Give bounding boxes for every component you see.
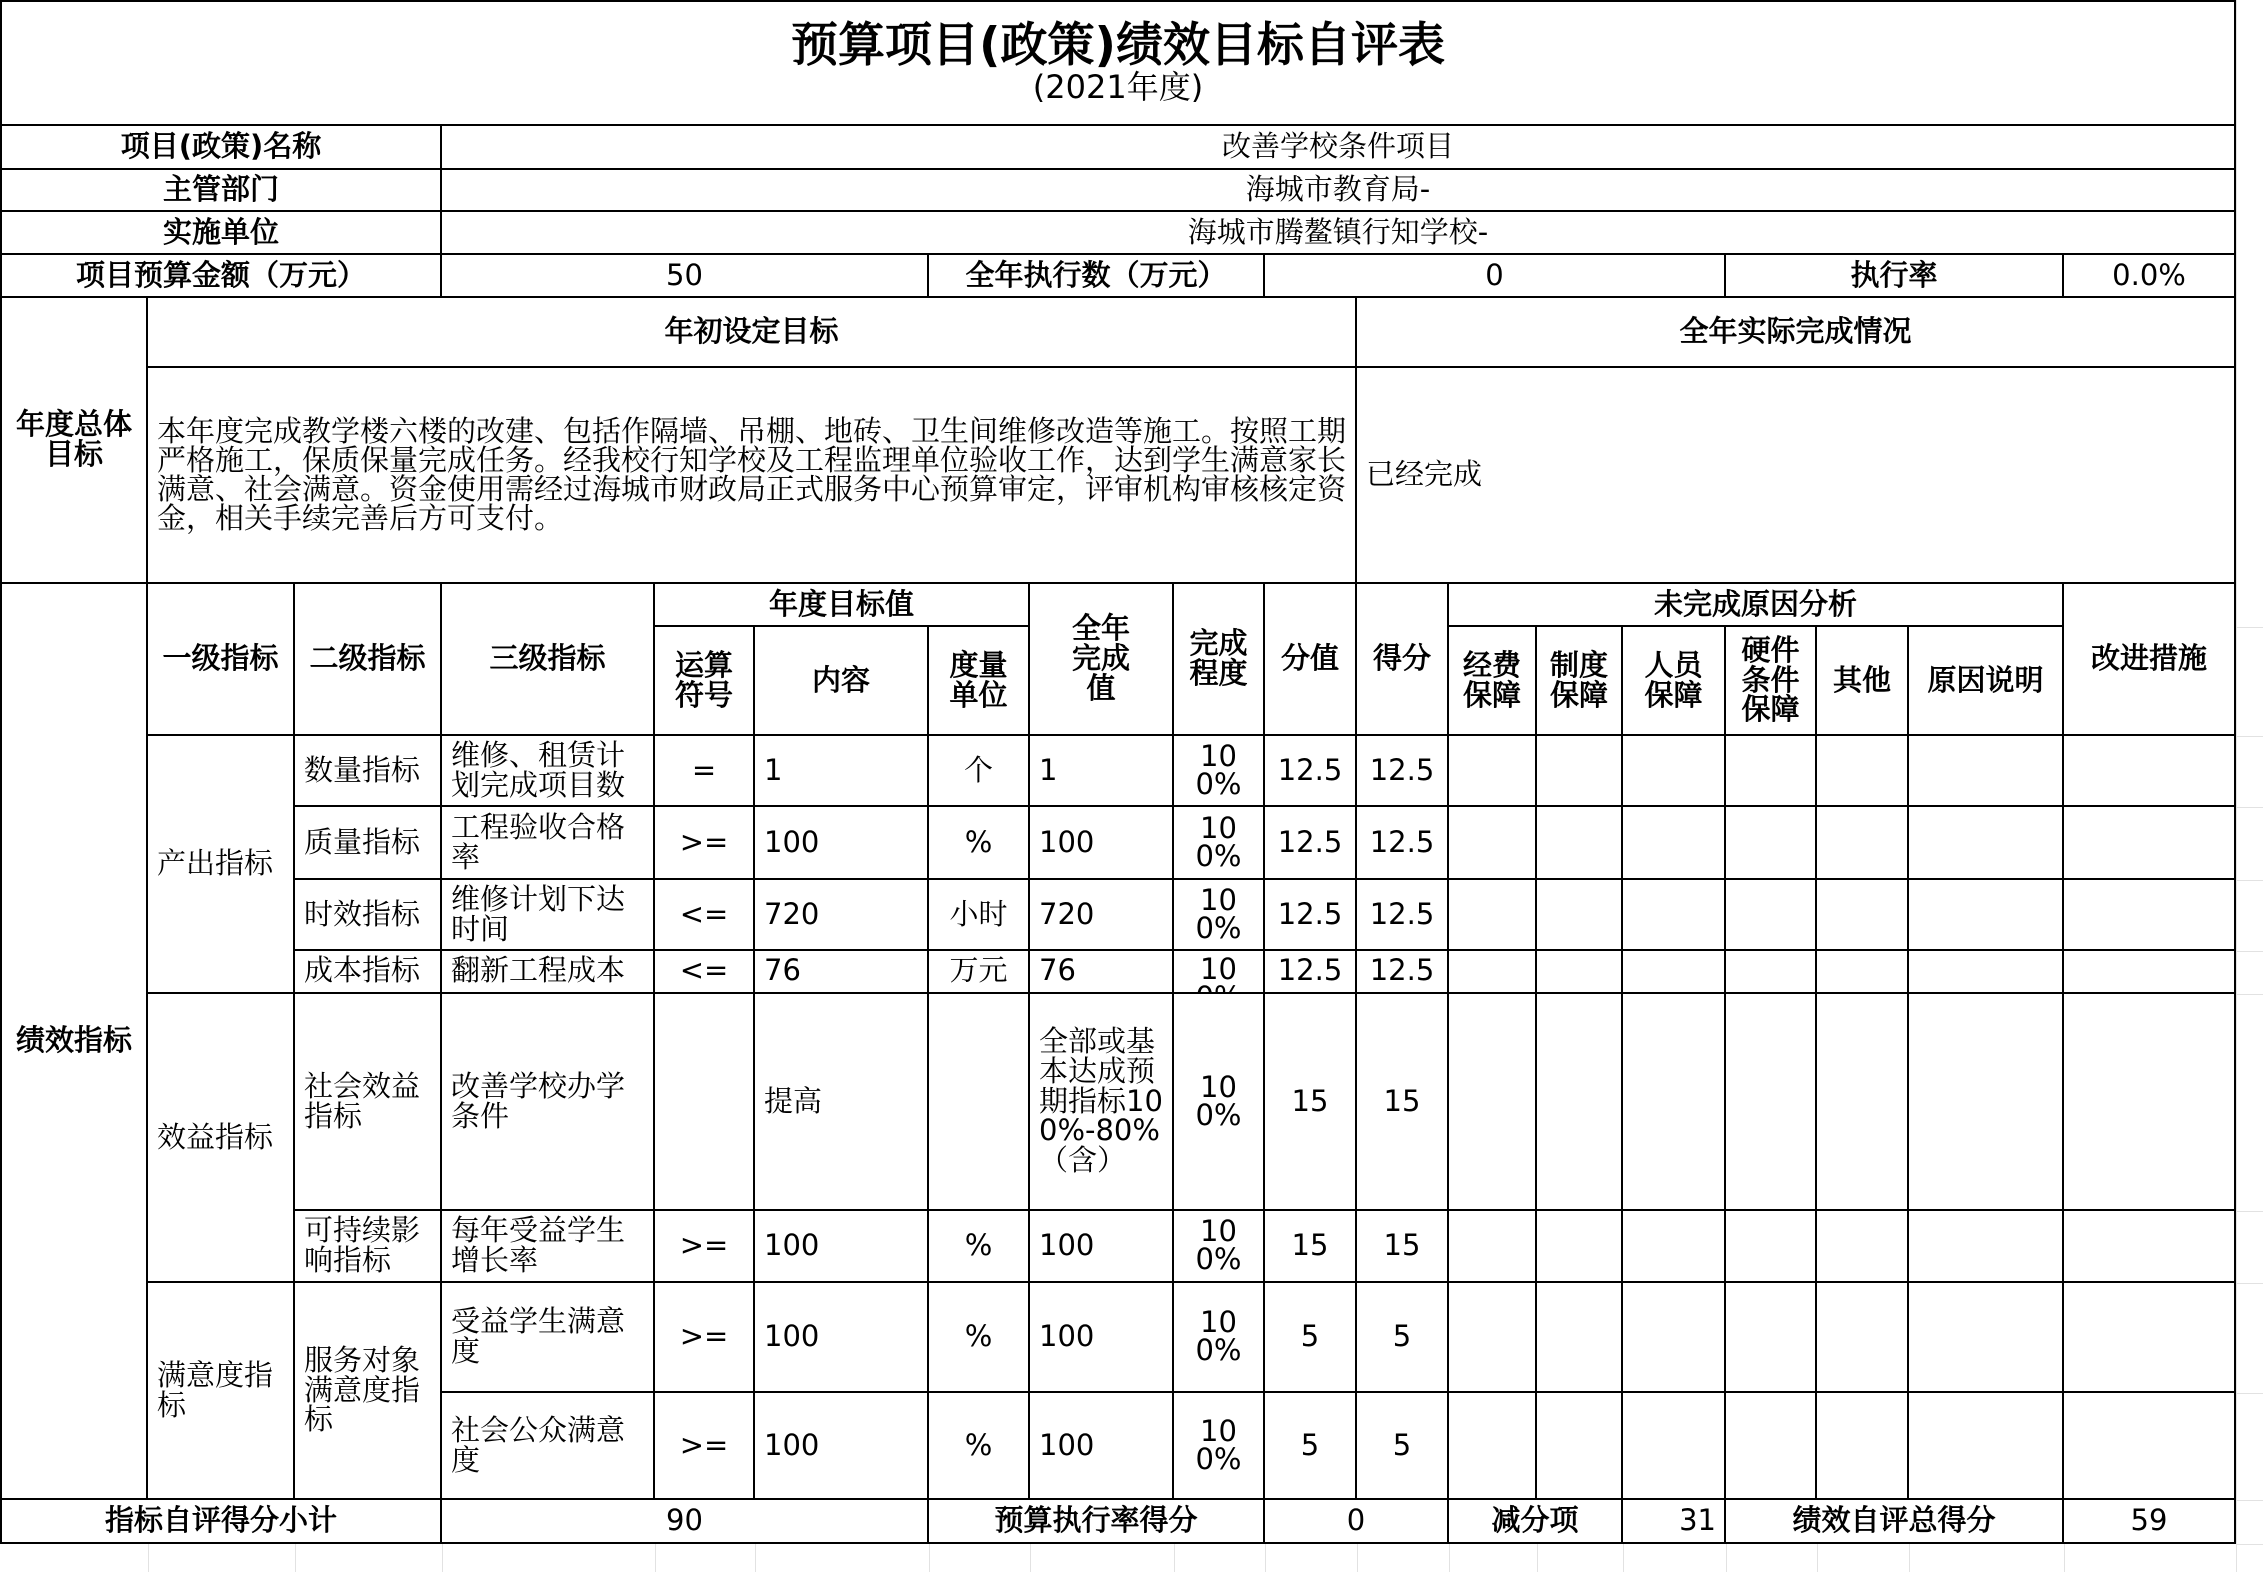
row-4-score-text: 15	[1383, 1083, 1421, 1118]
row-4-analysis-7[interactable]	[2064, 994, 2236, 1211]
row-4-completion-text: 100%	[1195, 1069, 1242, 1132]
total-value[interactable]	[2064, 1500, 2236, 1544]
row-6-actual-text: 100	[1039, 1319, 1095, 1354]
rate-value-text: 0.0%	[2112, 257, 2186, 292]
row-2-analysis-4[interactable]	[1726, 880, 1817, 951]
row-7-actual-text: 100	[1039, 1427, 1095, 1462]
row-3-analysis-4[interactable]	[1726, 951, 1817, 994]
row-2-score-text: 12.5	[1369, 896, 1435, 931]
executed-value[interactable]	[1265, 255, 1726, 298]
header-system[interactable]	[1537, 627, 1623, 736]
row-7-operator[interactable]	[655, 1393, 755, 1500]
row-6-value[interactable]	[1265, 1283, 1357, 1393]
unit-value[interactable]	[442, 212, 2236, 255]
header-content-text: 内容	[811, 662, 870, 697]
row-3-score[interactable]	[1357, 951, 1449, 994]
row-4-analysis-3[interactable]	[1623, 994, 1726, 1211]
row-6-unit[interactable]	[929, 1283, 1030, 1393]
header-completion[interactable]	[1174, 584, 1265, 736]
header-reason-text: 原因说明	[1927, 662, 2044, 697]
budget-rate-label-text: 预算执行率得分	[994, 1503, 1198, 1538]
total-label[interactable]	[1726, 1500, 2064, 1544]
row-0-analysis-2[interactable]	[1537, 736, 1623, 807]
row-0-operator-text: =	[691, 752, 717, 787]
row-7-analysis-6[interactable]	[1909, 1393, 2064, 1500]
row-2-analysis-6[interactable]	[1909, 880, 2064, 951]
row-6-value-text: 5	[1300, 1319, 1320, 1354]
row-3-analysis-7[interactable]	[2064, 951, 2236, 994]
executed-label[interactable]	[929, 255, 1265, 298]
row-5-analysis-7[interactable]	[2064, 1211, 2236, 1283]
group-benefit[interactable]	[148, 994, 295, 1283]
header-score-value[interactable]	[1265, 584, 1357, 736]
row-2-content[interactable]	[755, 880, 929, 951]
project-name-label[interactable]	[0, 126, 442, 170]
row-1-score-text: 12.5	[1369, 824, 1435, 859]
dept-label[interactable]	[0, 170, 442, 212]
row-1-content-text: 100	[764, 824, 820, 859]
header-level2-text: 二级指标	[309, 641, 426, 676]
row-1-analysis-1[interactable]	[1449, 807, 1537, 880]
header-content[interactable]	[755, 627, 929, 736]
row-4-content-text: 提高	[764, 1083, 823, 1118]
budget-value[interactable]	[442, 255, 929, 298]
row-3-analysis-5[interactable]	[1817, 951, 1909, 994]
row-6-operator[interactable]	[655, 1283, 755, 1393]
row-3-level3-text: 翻新工程成本	[451, 953, 626, 987]
rate-label[interactable]	[1726, 255, 2064, 298]
title-cell	[0, 0, 2236, 126]
row-4-value[interactable]	[1265, 994, 1357, 1211]
row-5-analysis-4[interactable]	[1726, 1211, 1817, 1283]
row-3-unit-text: 万元	[949, 953, 1008, 987]
row-1-operator[interactable]	[655, 807, 755, 880]
row-0-level3-text: 维修、租赁计划完成项目数	[451, 737, 626, 802]
initial-goal-text[interactable]	[148, 368, 1357, 584]
row-0-level2[interactable]	[295, 736, 442, 807]
row-6-analysis-6[interactable]	[1909, 1283, 2064, 1393]
row-2-unit[interactable]	[929, 880, 1030, 951]
row-6-completion[interactable]	[1174, 1283, 1265, 1393]
row-5-completion[interactable]	[1174, 1211, 1265, 1283]
row-1-value-text: 12.5	[1277, 824, 1343, 859]
row-1-content[interactable]	[755, 807, 929, 880]
project-name-label-text: 项目(政策)名称	[120, 129, 322, 164]
budget-rate-value-text: 0	[1346, 1503, 1366, 1538]
header-staff-text: 人员保障	[1644, 647, 1703, 712]
header-score[interactable]	[1357, 584, 1449, 736]
row-5-operator[interactable]	[655, 1211, 755, 1283]
header-level3[interactable]	[442, 584, 655, 736]
row-1-level3-text: 工程验收合格率	[451, 809, 626, 874]
row-4-actual[interactable]	[1030, 994, 1174, 1211]
header-annual-target[interactable]	[655, 584, 1030, 627]
header-score-value-text: 分值	[1280, 641, 1339, 676]
row-0-score[interactable]	[1357, 736, 1449, 807]
dept-value[interactable]	[442, 170, 2236, 212]
deduction-label[interactable]	[1449, 1500, 1623, 1544]
row-5-score[interactable]	[1357, 1211, 1449, 1283]
subtotal-label-text: 指标自评得分小计	[104, 1503, 337, 1538]
header-completion-text: 完成程度	[1189, 626, 1248, 690]
group-benefit-text: 效益指标	[157, 1119, 274, 1154]
row-0-level3[interactable]	[442, 736, 655, 807]
row-5-unit-text: %	[964, 1228, 993, 1263]
row-0-unit[interactable]	[929, 736, 1030, 807]
row-1-level3[interactable]	[442, 807, 655, 880]
row-2-completion[interactable]	[1174, 880, 1265, 951]
unit-label[interactable]	[0, 212, 442, 255]
budget-value-text: 50	[666, 257, 703, 292]
header-hardware[interactable]	[1726, 627, 1817, 736]
row-3-content-text: 76	[764, 953, 801, 987]
row-7-level3[interactable]	[442, 1393, 655, 1500]
actual-goal-header-text: 全年实际完成情况	[1679, 314, 1912, 349]
row-5-analysis-1[interactable]	[1449, 1211, 1537, 1283]
row-4-level2-text: 社会效益指标	[304, 1068, 421, 1133]
budget-rate-value[interactable]	[1265, 1500, 1449, 1544]
annual-goal-label[interactable]	[0, 298, 148, 584]
row-7-completion-text: 100%	[1195, 1413, 1242, 1476]
row-5-content[interactable]	[755, 1211, 929, 1283]
row-0-operator[interactable]	[655, 736, 755, 807]
executed-label-text: 全年执行数（万元）	[965, 257, 1227, 292]
row-7-level3-text: 社会公众满意度	[451, 1412, 626, 1477]
row-7-completion[interactable]	[1174, 1393, 1265, 1500]
row-3-analysis-3[interactable]	[1623, 951, 1726, 994]
header-system-text: 制度保障	[1549, 647, 1608, 712]
unit-label-text: 实施单位	[162, 214, 279, 249]
row-2-score[interactable]	[1357, 880, 1449, 951]
header-hardware-text: 硬件条件保障	[1741, 632, 1800, 727]
deduction-value-text: 31	[1679, 1503, 1716, 1538]
budget-label-text: 项目预算金额（万元）	[75, 257, 366, 292]
group-output-text: 产出指标	[157, 846, 274, 881]
header-other[interactable]	[1817, 627, 1909, 736]
row-7-score[interactable]	[1357, 1393, 1449, 1500]
row-5-score-text: 15	[1383, 1228, 1421, 1263]
header-level1[interactable]	[148, 584, 295, 736]
row-0-level2-text: 数量指标	[304, 752, 421, 787]
header-unfinished-text: 未完成原因分析	[1653, 586, 1857, 621]
row-2-value-text: 12.5	[1277, 896, 1343, 931]
row-1-analysis-3[interactable]	[1623, 807, 1726, 880]
row-3-operator[interactable]	[655, 951, 755, 994]
row-1-analysis-6[interactable]	[1909, 807, 2064, 880]
header-unit[interactable]	[929, 627, 1030, 736]
row-1-level2[interactable]	[295, 807, 442, 880]
row-2-value[interactable]	[1265, 880, 1357, 951]
header-funding[interactable]	[1449, 627, 1537, 736]
row-4-level3-text: 改善学校办学条件	[451, 1068, 626, 1133]
header-improve[interactable]	[2064, 584, 2236, 736]
header-improve-text: 改进措施	[2090, 641, 2207, 676]
row-2-analysis-5[interactable]	[1817, 880, 1909, 951]
row-1-analysis-5[interactable]	[1817, 807, 1909, 880]
row-3-score-text: 12.5	[1369, 953, 1435, 987]
row-1-level2-text: 质量指标	[304, 824, 421, 859]
row-0-value-text: 12.5	[1277, 752, 1343, 787]
row-0-unit-text: 个	[963, 752, 993, 787]
performance-section-label[interactable]	[0, 584, 148, 1500]
row-4-value-text: 15	[1291, 1083, 1329, 1118]
row-2-unit-text: 小时	[949, 896, 1008, 931]
group-satisfaction[interactable]	[148, 1283, 295, 1500]
actual-goal-text-text: 已经完成	[1366, 457, 1483, 492]
row-5-analysis-5[interactable]	[1817, 1211, 1909, 1283]
row-4-content[interactable]	[755, 994, 929, 1211]
deduction-value[interactable]	[1623, 1500, 1726, 1544]
row-0-analysis-6[interactable]	[1909, 736, 2064, 807]
row-1-analysis-2[interactable]	[1537, 807, 1623, 880]
row-6-unit-text: %	[964, 1319, 993, 1354]
row-5-analysis-3[interactable]	[1623, 1211, 1726, 1283]
header-annual-target-text: 年度目标值	[768, 586, 914, 621]
row-4-actual-text: 全部或基本达成预期指标100%-80%（含）	[1039, 1023, 1163, 1178]
row-7-analysis-3[interactable]	[1623, 1393, 1726, 1500]
budget-rate-label[interactable]	[929, 1500, 1265, 1544]
row-3-operator-text: <=	[679, 953, 729, 987]
annual-goal-label-text: 年度总体目标	[15, 407, 132, 471]
row-3-completion-text: 10	[1200, 952, 1237, 986]
row-7-unit-text: %	[964, 1427, 993, 1462]
header-staff[interactable]	[1623, 627, 1726, 736]
row-1-unit-text: %	[964, 824, 993, 859]
row-6-level2-text: 服务对象满意度指标	[304, 1342, 421, 1437]
row-4-level2[interactable]	[295, 994, 442, 1211]
row-7-actual[interactable]	[1030, 1393, 1174, 1500]
row-2-actual-text: 720	[1039, 896, 1095, 931]
header-level2[interactable]	[295, 584, 442, 736]
row-4-score[interactable]	[1357, 994, 1449, 1211]
row-3-value-text: 12.5	[1277, 953, 1343, 987]
row-7-value[interactable]	[1265, 1393, 1357, 1500]
row-5-value[interactable]	[1265, 1211, 1357, 1283]
row-1-completion-text: 100%	[1195, 810, 1242, 873]
row-6-level2[interactable]	[295, 1283, 442, 1500]
row-1-actual-text: 100	[1039, 824, 1095, 859]
row-3-analysis-1[interactable]	[1449, 951, 1537, 994]
row-1-value[interactable]	[1265, 807, 1357, 880]
row-0-analysis-3[interactable]	[1623, 736, 1726, 807]
row-6-operator-text: >=	[679, 1319, 729, 1354]
row-2-level2[interactable]	[295, 880, 442, 951]
row-2-level3-text: 维修计划下达时间	[451, 881, 626, 946]
row-1-completion[interactable]	[1174, 807, 1265, 880]
row-6-analysis-3[interactable]	[1623, 1283, 1726, 1393]
header-operator[interactable]	[655, 627, 755, 736]
row-0-analysis-4[interactable]	[1726, 736, 1817, 807]
row-0-content-text: 1	[764, 752, 783, 787]
row-2-actual[interactable]	[1030, 880, 1174, 951]
row-5-actual-text: 100	[1039, 1228, 1095, 1263]
row-4-operator[interactable]	[655, 994, 755, 1211]
row-5-content-text: 100	[764, 1228, 820, 1263]
row-7-analysis-1[interactable]	[1449, 1393, 1537, 1500]
initial-goal-header-text: 年初设定目标	[664, 314, 839, 349]
row-7-unit[interactable]	[929, 1393, 1030, 1500]
subtotal-value[interactable]	[442, 1500, 929, 1544]
group-satisfaction-text: 满意度指标	[157, 1357, 274, 1422]
header-unit-text: 度量单位	[949, 647, 1008, 712]
actual-goal-text[interactable]	[1357, 368, 2236, 584]
row-2-operator-text: <=	[679, 896, 729, 931]
row-3-actual[interactable]	[1030, 951, 1174, 994]
row-4-unit[interactable]	[929, 994, 1030, 1211]
row-2-level2-text: 时效指标	[304, 896, 421, 931]
row-5-level2-text: 可持续影响指标	[304, 1213, 421, 1277]
row-5-actual[interactable]	[1030, 1211, 1174, 1283]
row-7-score-text: 5	[1392, 1427, 1412, 1462]
row-2-analysis-1[interactable]	[1449, 880, 1537, 951]
row-0-completion-text: 100%	[1195, 738, 1242, 801]
row-1-analysis-4[interactable]	[1726, 807, 1817, 880]
row-4-analysis-1[interactable]	[1449, 994, 1537, 1211]
row-4-level3[interactable]	[442, 994, 655, 1211]
row-4-analysis-4[interactable]	[1726, 994, 1817, 1211]
row-3-level3[interactable]	[442, 951, 655, 994]
row-2-analysis-7[interactable]	[2064, 880, 2236, 951]
row-7-value-text: 5	[1300, 1427, 1320, 1462]
actual-goal-header[interactable]	[1357, 298, 2236, 368]
header-level3-text: 三级指标	[489, 641, 606, 676]
row-4-analysis-5[interactable]	[1817, 994, 1909, 1211]
header-level1-text: 一级指标	[162, 641, 279, 676]
row-5-analysis-2[interactable]	[1537, 1211, 1623, 1283]
header-actual-text: 全年完成值	[1071, 611, 1130, 705]
row-7-analysis-4[interactable]	[1726, 1393, 1817, 1500]
row-1-actual[interactable]	[1030, 807, 1174, 880]
project-name-value[interactable]	[442, 126, 2236, 170]
row-3-level2[interactable]	[295, 951, 442, 994]
row-6-analysis-4[interactable]	[1726, 1283, 1817, 1393]
row-3-level2-text: 成本指标	[304, 953, 421, 987]
row-5-analysis-6[interactable]	[1909, 1211, 2064, 1283]
row-0-completion[interactable]	[1174, 736, 1265, 807]
row-3-actual-text: 76	[1039, 953, 1076, 987]
row-6-analysis-7[interactable]	[2064, 1283, 2236, 1393]
initial-goal-text-text: 本年度完成教学楼六楼的改建、包括作隔墙、吊棚、地砖、卫生间维修改造等施工。按照工期严格施工，保质保量完成任务。经我校行知学校及工程监理单位验收工作，达到学生满意家长满意、社会满意。资金使用需经过海城市财政局正式服务中心预算审定，评审机构审核核定资金，相关手续完善后方可支付。	[157, 414, 1347, 535]
unit-value-text: 海城市腾鳌镇行知学校-	[1187, 214, 1489, 249]
row-5-operator-text: >=	[679, 1228, 729, 1263]
header-unfinished[interactable]	[1449, 584, 2064, 627]
row-3-analysis-2[interactable]	[1537, 951, 1623, 994]
row-0-actual[interactable]	[1030, 736, 1174, 807]
row-6-analysis-5[interactable]	[1817, 1283, 1909, 1393]
page-subtitle: (2021年度)	[1032, 68, 1204, 107]
row-5-completion-text: 100%	[1195, 1214, 1242, 1276]
row-0-value[interactable]	[1265, 736, 1357, 807]
dept-value-text: 海城市教育局-	[1245, 172, 1431, 207]
row-4-completion[interactable]	[1174, 994, 1265, 1211]
header-actual[interactable]	[1030, 584, 1174, 736]
row-3-unit[interactable]	[929, 951, 1030, 994]
rate-label-text: 执行率	[1850, 257, 1938, 292]
header-score-text: 得分	[1372, 641, 1431, 676]
row-4-analysis-2[interactable]	[1537, 994, 1623, 1211]
subtotal-value-text: 90	[666, 1503, 703, 1538]
row-6-level3-text: 受益学生满意度	[451, 1304, 626, 1368]
row-2-content-text: 720	[764, 896, 820, 931]
row-3-analysis-6[interactable]	[1909, 951, 2064, 994]
row-6-content[interactable]	[755, 1283, 929, 1393]
row-0-analysis-7[interactable]	[2064, 736, 2236, 807]
subtotal-label[interactable]	[0, 1500, 442, 1544]
executed-value-text: 0	[1485, 257, 1504, 292]
total-value-text: 59	[2130, 1503, 2168, 1538]
row-5-level3[interactable]	[442, 1211, 655, 1283]
row-6-score[interactable]	[1357, 1283, 1449, 1393]
dept-label-text: 主管部门	[162, 172, 279, 207]
deduction-label-text: 减分项	[1491, 1503, 1579, 1538]
row-6-content-text: 100	[764, 1319, 820, 1354]
row-1-analysis-7[interactable]	[2064, 807, 2236, 880]
header-reason[interactable]	[1909, 627, 2064, 736]
row-6-analysis-1[interactable]	[1449, 1283, 1537, 1393]
row-0-analysis-5[interactable]	[1817, 736, 1909, 807]
row-1-unit[interactable]	[929, 807, 1030, 880]
row-1-score[interactable]	[1357, 807, 1449, 880]
row-2-operator[interactable]	[655, 880, 755, 951]
row-3-value[interactable]	[1265, 951, 1357, 994]
row-1-operator-text: >=	[679, 824, 729, 859]
row-4-analysis-6[interactable]	[1909, 994, 2064, 1211]
project-name-value-text: 改善学校条件项目	[1221, 129, 1454, 164]
row-5-unit[interactable]	[929, 1211, 1030, 1283]
header-funding-text: 经费保障	[1462, 647, 1521, 712]
row-5-level2[interactable]	[295, 1211, 442, 1283]
header-operator-text: 运算符号	[674, 647, 733, 712]
row-2-analysis-3[interactable]	[1623, 880, 1726, 951]
row-5-level3-text: 每年受益学生增长率	[451, 1213, 626, 1277]
row-6-level3[interactable]	[442, 1283, 655, 1393]
row-2-level3[interactable]	[442, 880, 655, 951]
row-7-analysis-5[interactable]	[1817, 1393, 1909, 1500]
initial-goal-header[interactable]	[148, 298, 1357, 368]
budget-label[interactable]	[0, 255, 442, 298]
row-6-score-text: 5	[1392, 1319, 1412, 1354]
row-7-operator-text: >=	[679, 1427, 729, 1462]
row-7-analysis-2[interactable]	[1537, 1393, 1623, 1500]
row-2-completion-text: 100%	[1195, 882, 1242, 945]
row-0-score-text: 12.5	[1369, 752, 1435, 787]
rate-value[interactable]	[2064, 255, 2236, 298]
page-title: 预算项目(政策)绩效目标自评表	[791, 17, 1445, 73]
group-output[interactable]	[148, 736, 295, 994]
row-7-analysis-7[interactable]	[2064, 1393, 2236, 1500]
row-0-content[interactable]	[755, 736, 929, 807]
row-6-completion-text: 100%	[1195, 1305, 1242, 1367]
row-3-content[interactable]	[755, 951, 929, 994]
row-3-completion[interactable]	[1174, 951, 1265, 994]
row-0-actual-text: 1	[1039, 752, 1058, 787]
row-7-content-text: 100	[764, 1427, 820, 1462]
row-7-content[interactable]	[755, 1393, 929, 1500]
row-5-value-text: 15	[1291, 1228, 1329, 1263]
row-6-analysis-2[interactable]	[1537, 1283, 1623, 1393]
header-other-text: 其他	[1832, 662, 1891, 697]
row-2-analysis-2[interactable]	[1537, 880, 1623, 951]
total-label-text: 绩效自评总得分	[1792, 1503, 1996, 1538]
row-0-analysis-1[interactable]	[1449, 736, 1537, 807]
row-6-actual[interactable]	[1030, 1283, 1174, 1393]
performance-section-label-text: 绩效指标	[15, 1023, 132, 1058]
